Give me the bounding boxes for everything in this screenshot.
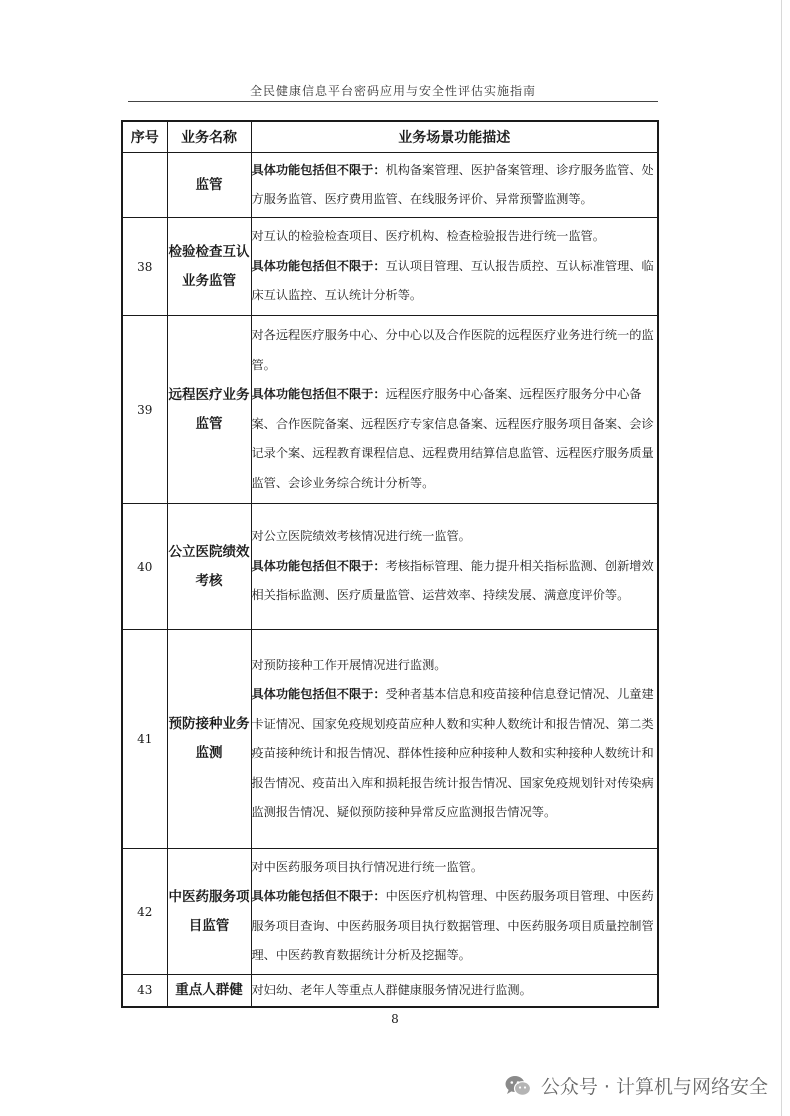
intro-text: 对各远程医疗服务中心、分中心以及合作医院的远程医疗业务进行统一的监管。: [251, 328, 654, 372]
table-row: [122, 316, 658, 504]
watermark-text: 公众号 · 计算机与网络安全: [540, 1076, 768, 1098]
features-label: 具体功能包括但不限于：: [251, 889, 386, 903]
features-line: [252, 552, 658, 611]
features-line: [252, 252, 658, 311]
intro-text: 对互认的检验检查项目、医疗机构、检查检验报告进行统一监管。: [251, 229, 605, 244]
row-business-name: 远程医疗业务监管: [167, 316, 251, 504]
watermark: [505, 1072, 768, 1099]
intro-text: 对中医药服务项目执行情况进行统一监管。: [251, 859, 484, 874]
features-text: 互认项目管理、互认报告质控、互认标准管理、临床互认监控、互认统计分析等。: [251, 258, 654, 303]
page-number: 8: [391, 1012, 399, 1026]
row-number: [122, 153, 167, 218]
table-row: [122, 630, 658, 849]
table-row: [122, 975, 658, 1007]
page-edge-line: [781, 0, 782, 1116]
row-business-name: 中医药服务项目监管: [167, 849, 251, 975]
row-description: [251, 975, 658, 1007]
intro-text: 对预防接种工作开展情况进行监测。: [251, 657, 447, 672]
row-description: [251, 504, 658, 630]
row-description: [251, 316, 658, 504]
intro-text: 对妇幼、老年人等重点人群健康服务情况进行监测。: [251, 982, 532, 997]
column-header-name: 业务名称: [167, 121, 251, 153]
table-row: [122, 218, 658, 316]
features-text: 远程医疗服务中心备案、远程医疗服务分中心备案、合作医院备案、远程医疗专家信息备案、远程医疗服务项目备案、会诊记录个案、远程教育课程信息、远程费用结算信息监管、远程医疗服务质量监管、会诊业务综合统计分析等。: [251, 387, 654, 490]
table-header-row: [122, 121, 658, 153]
table-row: [122, 849, 658, 975]
table-row: [122, 153, 658, 218]
features-text: 考核指标管理、能力提升相关指标监测、创新增效相关指标监测、医疗质量监管、运营效率、持续发展、满意度评价等。: [251, 558, 654, 603]
features-line: [252, 380, 658, 498]
row-number: 38: [122, 218, 167, 316]
features-label: 具体功能包括但不限于：: [251, 687, 386, 701]
features-label: 具体功能包括但不限于：: [251, 258, 386, 273]
running-header: 全民健康信息平台密码应用与安全性评估实施指南: [249, 84, 536, 98]
column-header-seq: 序号: [122, 121, 167, 153]
row-description: [251, 153, 658, 218]
features-line: [252, 680, 658, 828]
row-business-name: 检验检查互认业务监管: [167, 218, 251, 316]
row-number: 43: [122, 975, 167, 1007]
header-rule: [128, 101, 658, 102]
intro-text: 对公立医院绩效考核情况进行统一监管。: [251, 529, 471, 544]
row-description: [251, 218, 658, 316]
features-line: [252, 882, 658, 971]
row-description: [251, 849, 658, 975]
row-business-name: 预防接种业务监测: [167, 630, 251, 849]
features-text: 机构备案管理、医护备案管理、诊疗服务监管、处方服务监管、医疗费用监管、在线服务评价、异常预警监测等。: [251, 162, 654, 206]
row-number: 42: [122, 849, 167, 975]
row-business-name: 重点人群健: [167, 975, 251, 1007]
business-scenario-table: [121, 120, 659, 1008]
row-description: [251, 630, 658, 849]
features-text: 受种者基本信息和疫苗接种信息登记情况、儿童建卡证情况、国家免疫规划疫苗应种人数和实种人数统计和报告情况、第二类疫苗接种统计和报告情况、群体性接种应种接种人数和实种接种人数统计和报告情况、疫苗出入库和损耗报告统计报告情况、国家免疫规划针对传染病监测报告情况、疑似预防接种异常反应监测报告情况等。: [251, 687, 654, 819]
column-header-desc: 业务场景功能描述: [251, 121, 658, 153]
features-line: [252, 156, 658, 215]
row-business-name: 监管: [167, 153, 251, 218]
features-label: 具体功能包括但不限于：: [251, 162, 386, 177]
row-number: 41: [122, 630, 167, 849]
table-row: [122, 504, 658, 630]
features-text: 中医医疗机构管理、中医药服务项目管理、中医药服务项目查询、中医药服务项目执行数据管理、中医药服务项目质量控制管理、中医药教育数据统计分析及挖掘等。: [251, 889, 654, 962]
row-number: 39: [122, 316, 167, 504]
row-business-name: 公立医院绩效考核: [167, 504, 251, 630]
features-label: 具体功能包括但不限于：: [251, 558, 386, 573]
row-number: 40: [122, 504, 167, 630]
features-label: 具体功能包括但不限于：: [251, 387, 386, 401]
wechat-icon: [505, 1075, 531, 1097]
